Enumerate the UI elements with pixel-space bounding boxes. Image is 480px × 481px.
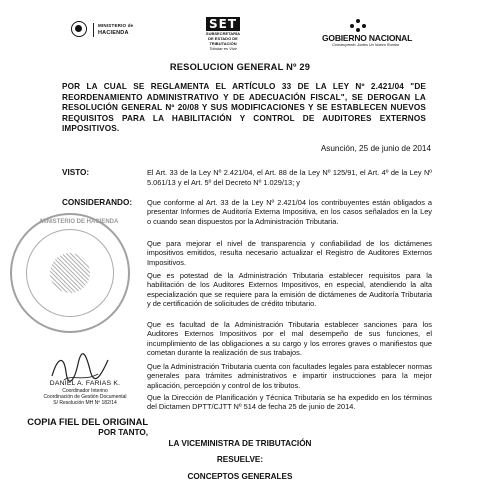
signatory-office: Coordinación de Gestión Documental xyxy=(43,394,127,400)
ministerio-hacienda-logo xyxy=(71,20,161,48)
gobierno-title: GOBIERNO NACIONAL xyxy=(322,33,413,43)
gobierno-emblem-icon xyxy=(350,19,366,33)
resuelve-heading: RESUELVE: xyxy=(216,455,264,464)
visto-text: El Art. 33 de la Ley Nº 2.421/04, el Art. 88 de la Ley Nº 125/91, el Art. 4º de la Ley Nº 5.061/13 y el Art. 5º del Decreto Nº 1.029/13; y xyxy=(147,168,432,187)
ministerio-line1: MINISTERIO de xyxy=(98,23,134,28)
seal-text: MINISTERIO DE HACIENDA xyxy=(40,219,119,225)
signatory-resolution: S/ Resolución MH Nº 182/14 xyxy=(53,400,117,406)
considerando-paragraph: Que para mejorar el nivel de transparencia y confiabilidad de los dictámenes impositivos emitidos, resulta necesario actualizar el Registro de Auditores Externos Impositivos. xyxy=(147,239,432,267)
considerando-paragraph: Que es potestad de la Administración Tributaria establecer requisitos para la habilitación de los Auditores Externos Impositivos, en especial, atendiendo la alta especialización que se requiere para la emisión de dictámenes de Auditoría Tributaria y de certificación de solicitudes de crédito tributario. xyxy=(147,271,432,308)
considerando-paragraph: Que la Dirección de Planificación y Técnica Tributaria se ha expedido en los términos del Dictamen DPTT/CJTT Nº 514 de fecha 25 de junio de 2014. xyxy=(147,393,432,412)
national-seal-icon xyxy=(71,21,87,37)
gobierno-slogan: Construyendo Juntos Un Nuevo Rumbo xyxy=(332,43,400,47)
resolution-date: Asunción, 25 de junio de 2014 xyxy=(320,144,431,153)
set-logo-mark: SET xyxy=(206,17,240,31)
considerando-paragraph: Que la Administración Tributaria cuenta con facultades legales para establecer normas generales para trámites administrativos e impartir instrucciones para la mejor aplicación, percepción y control de los tributos. xyxy=(147,362,432,390)
resolution-title: RESOLUCION GENERAL Nº 29 xyxy=(169,62,311,72)
official-seal-stamp xyxy=(10,213,130,333)
viceministra-heading: LA VICEMINISTRA DE TRIBUTACIÓN xyxy=(168,439,312,448)
seal-emblem-icon xyxy=(50,253,90,293)
considerando-paragraph: Que es facultad de la Administración Tributaria establecer sanciones para los Auditores Externos Impositivos por el mal desempeño de sus funciones, el incumplimiento de las obligaciones a su cargo y los errores graves o manifiestos que cometan durante la realización de sus trabajos. xyxy=(147,320,432,357)
ministerio-line2: HACIENDA xyxy=(98,29,129,36)
set-logo-tagline: Tributar es Vivir xyxy=(209,46,237,51)
ministerio-logo-text xyxy=(98,23,133,36)
considerando-label: CONSIDERANDO: xyxy=(62,198,133,207)
resolution-intro: POR LA CUAL SE REGLAMENTA EL ARTÍCULO 33 DE LA LEY Nº 2.421/04 "DE REORDENAMIENTO ADMINISTRATIVO Y DE ADECUACIÓN FISCAL", SE DEROGAN LA RESOLUCIÓN GENERAL Nº 20/08 Y SUS MODIFICACIONES Y SE ESTABLECEN NUEVOS REQUISITOS PARA LA HABILITACIÓN Y CONTROL DE AUDITORES EXTERNOS IMPOSITIVOS. xyxy=(62,82,426,134)
copia-fiel-stamp: COPIA FIEL DEL ORIGINAL xyxy=(27,417,148,427)
gobierno-nacional-logo xyxy=(322,19,412,49)
signatory-name: DANIEL A. FARIAS K. xyxy=(49,380,121,387)
set-logo-sub: SUBSECRETARÍA DE ESTADO DE TRIBUTACIÓN xyxy=(205,31,241,46)
signatory-title: Coordinador Interino xyxy=(62,388,108,394)
por-tanto-label: POR TANTO, xyxy=(98,428,148,437)
signature-block xyxy=(30,380,140,406)
set-logo xyxy=(203,17,243,51)
visto-label: VISTO: xyxy=(62,168,90,177)
logo-divider xyxy=(93,23,94,37)
conceptos-generales-heading: CONCEPTOS GENERALES xyxy=(187,472,293,481)
considerando-paragraph: Que conforme al Art. 33 de la Ley Nº 2.421/04 los contribuyentes están obligados a presentar Informes de Auditoría Externa Impositiva, en los casos señalados en la Ley o cuando sean dispuestos por la Administración Tributaria. xyxy=(147,198,432,226)
